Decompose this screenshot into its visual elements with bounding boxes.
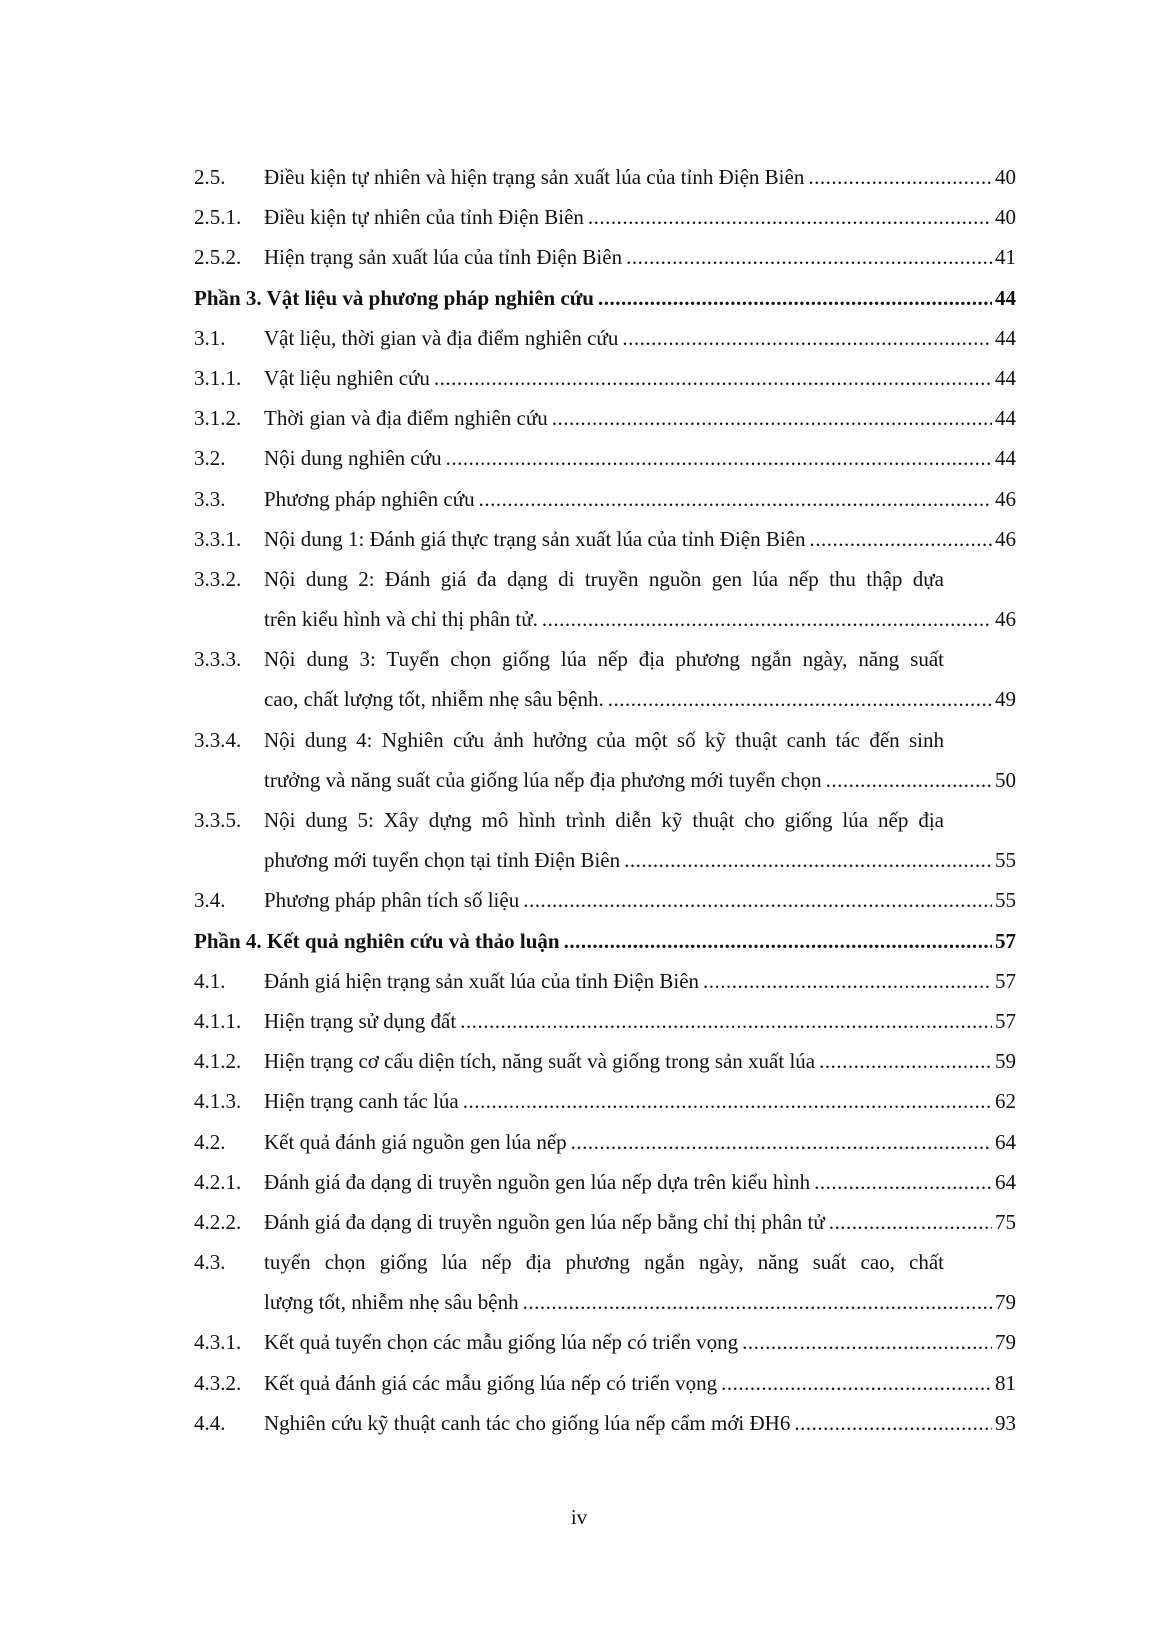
toc-entry-number: 3.3.5. xyxy=(194,808,242,832)
toc-entry[interactable] xyxy=(194,197,1016,237)
dot-leader xyxy=(808,157,992,197)
dot-leader xyxy=(434,358,992,398)
toc-entry[interactable] xyxy=(194,1202,1016,1242)
toc-page-number: 55 xyxy=(995,848,1016,873)
toc-page-number: 41 xyxy=(995,245,1016,270)
toc-entry-title: Thời gian và địa điểm nghiên cứu xyxy=(264,406,548,431)
toc-entry[interactable] xyxy=(194,1081,1016,1121)
toc-page-number: 62 xyxy=(995,1089,1016,1114)
toc-entry-number: 3.3.4. xyxy=(194,727,242,752)
toc-entry-title: Nội dung 3: Tuyển chọn giống lúa nếp địa phương ngắn ngày, năng suất xyxy=(264,647,944,672)
dot-leader xyxy=(523,880,992,920)
toc-page-number: 40 xyxy=(995,165,1016,189)
toc-entry[interactable] xyxy=(194,318,1016,358)
toc-entry[interactable] xyxy=(194,1363,1016,1403)
toc-entry[interactable] xyxy=(194,237,1016,277)
toc-entry-title: Phương pháp nghiên cứu xyxy=(264,486,475,511)
toc-entry[interactable] xyxy=(194,1322,1016,1362)
toc-entry[interactable] xyxy=(194,639,1016,719)
dot-leader xyxy=(829,1202,992,1242)
toc-entry[interactable] xyxy=(194,720,1016,800)
toc-entry[interactable] xyxy=(194,880,1016,920)
toc-entry-title: Kết quả đánh giá các mẫu giống lúa nếp có triển vọng xyxy=(264,1370,718,1395)
toc-entry-title: Vật liệu, thời gian và địa điểm nghiên cứu xyxy=(264,325,619,350)
toc-entry-title: Phần 3. Vật liệu và phương pháp nghiên cứu xyxy=(194,285,594,310)
toc-entry-number: 3.4. xyxy=(194,888,226,913)
toc-entry-title: Nội dung 2: Đánh giá đa dạng di truyền nguồn gen lúa nếp thu thập dựa xyxy=(264,566,944,591)
dot-leader xyxy=(460,1001,992,1041)
toc-page-number: 46 xyxy=(995,607,1016,632)
toc-page-number: 93 xyxy=(995,1410,1016,1435)
dot-leader xyxy=(608,679,992,719)
toc-entry-title: tuyển chọn giống lúa nếp địa phương ngắn ngày, năng suất cao, chất xyxy=(264,1250,944,1275)
toc-entry-number: 3.3. xyxy=(194,486,226,511)
toc-page-number: 44 xyxy=(995,446,1016,471)
toc-entry-title: Đánh giá đa dạng di truyền nguồn gen lúa nếp dựa trên kiểu hình xyxy=(264,1169,811,1194)
toc-entry-number: 4.3. xyxy=(194,1250,226,1275)
toc-entry-title: trưởng và năng suất của giống lúa nếp địa phương mới tuyển chọn xyxy=(264,767,822,792)
toc-entry-title: lượng tốt, nhiễm nhẹ sâu bệnh xyxy=(264,1290,519,1315)
toc-page-number: 46 xyxy=(995,486,1016,511)
toc-entry[interactable] xyxy=(194,1001,1016,1041)
toc-page-number: 49 xyxy=(995,687,1016,712)
toc-page-number: 57 xyxy=(995,968,1016,993)
toc-entry-title: Hiện trạng sử dụng đất xyxy=(264,1008,457,1033)
toc-entry-number: 2.5. xyxy=(194,165,226,189)
dot-leader xyxy=(622,318,992,358)
dot-leader xyxy=(624,840,992,880)
toc-entry-number: 4.4. xyxy=(194,1410,226,1435)
toc-entry-title: Hiện trạng canh tác lúa xyxy=(264,1089,459,1114)
toc-entry-title: Phần 4. Kết quả nghiên cứu và thảo luận xyxy=(194,928,560,953)
toc-entry-title: Phương pháp phân tích số liệu xyxy=(264,888,520,913)
dot-leader xyxy=(523,1282,992,1322)
toc-entry-number: 4.3.2. xyxy=(194,1370,242,1395)
toc-entry-title: Điều kiện tự nhiên và hiện trạng sản xuất lúa của tỉnh Điện Biên xyxy=(264,165,805,189)
toc-entry-title: Hiện trạng cơ cấu diện tích, năng suất và giống trong sản xuất lúa xyxy=(264,1049,816,1074)
dot-leader xyxy=(446,438,992,478)
dot-leader xyxy=(810,519,992,559)
toc-entry-number: 4.2. xyxy=(194,1129,226,1154)
dot-leader xyxy=(479,479,992,519)
dot-leader xyxy=(814,1162,992,1202)
toc-entry[interactable] xyxy=(194,961,1016,1001)
toc-entry[interactable] xyxy=(194,479,1016,519)
dot-leader xyxy=(794,1403,992,1443)
dot-leader xyxy=(598,278,992,318)
toc-entry-title: Nội dung 4: Nghiên cứu ảnh hưởng của một số kỹ thuật canh tác đến sinh xyxy=(264,727,944,752)
toc-page-number: 50 xyxy=(995,767,1016,792)
toc-entry[interactable] xyxy=(194,1162,1016,1202)
toc-entry-number: 4.2.2. xyxy=(194,1209,242,1234)
toc-page-number: 57 xyxy=(995,928,1016,953)
toc-entry-number: 3.1.2. xyxy=(194,406,242,431)
toc-page-number: 44 xyxy=(995,406,1016,431)
dot-leader xyxy=(819,1041,992,1081)
toc-entry-number: 4.1.2. xyxy=(194,1049,242,1074)
toc-entry[interactable] xyxy=(194,1403,1016,1443)
dot-leader xyxy=(463,1081,992,1121)
dot-leader xyxy=(742,1322,992,1362)
toc-entry-number: 4.1.3. xyxy=(194,1089,242,1114)
dot-leader xyxy=(588,197,992,237)
table-of-contents xyxy=(194,157,1016,1443)
toc-entry-title: Nội dung nghiên cứu xyxy=(264,446,442,471)
toc-entry[interactable] xyxy=(194,559,1016,639)
toc-entry[interactable] xyxy=(194,800,1016,880)
toc-page-number: 40 xyxy=(995,205,1016,230)
toc-page-number: 57 xyxy=(995,1008,1016,1033)
toc-entry-number: 3.3.3. xyxy=(194,647,242,672)
toc-entry-title: Đánh giá đa dạng di truyền nguồn gen lúa nếp bằng chỉ thị phân tử xyxy=(264,1209,825,1234)
toc-entry-title: Nội dung 5: Xây dựng mô hình trình diễn kỹ thuật cho giống lúa nếp địa xyxy=(264,808,944,832)
toc-page-number: 64 xyxy=(995,1129,1016,1154)
toc-entry-title: phương mới tuyển chọn tại tỉnh Điện Biên xyxy=(264,848,621,873)
toc-entry[interactable] xyxy=(194,398,1016,438)
toc-entry-number: 4.1.1. xyxy=(194,1008,242,1033)
toc-entry-number: 4.1. xyxy=(194,968,226,993)
toc-entry[interactable] xyxy=(194,1041,1016,1081)
toc-entry-title: trên kiểu hình và chỉ thị phân tử. xyxy=(264,607,538,632)
dot-leader xyxy=(721,1363,992,1403)
toc-entry-title: Nghiên cứu kỹ thuật canh tác cho giống lúa nếp cẩm mới ĐH6 xyxy=(264,1410,791,1435)
toc-entry-number: 2.5.1. xyxy=(194,205,242,230)
toc-page-number: 75 xyxy=(995,1209,1016,1234)
toc-entry-title: Hiện trạng sản xuất lúa của tỉnh Điện Biên xyxy=(264,245,623,270)
toc-page-number: 79 xyxy=(995,1290,1016,1315)
toc-page-number: 44 xyxy=(995,365,1016,390)
toc-entry-title: Điều kiện tự nhiên của tỉnh Điện Biên xyxy=(264,205,584,230)
toc-entry[interactable] xyxy=(194,358,1016,398)
toc-entry-title: Nội dung 1: Đánh giá thực trạng sản xuất lúa của tỉnh Điện Biên xyxy=(264,526,806,551)
toc-entry[interactable] xyxy=(194,157,1016,197)
toc-entry-number: 2.5.2. xyxy=(194,245,242,270)
toc-page-number: 44 xyxy=(995,285,1016,310)
toc-entry-number: 3.1. xyxy=(194,325,226,350)
toc-entry-title: Đánh giá hiện trạng sản xuất lúa của tỉnh Điện Biên xyxy=(264,968,700,993)
toc-entry-number: 4.3.1. xyxy=(194,1330,242,1355)
toc-page-number: 81 xyxy=(995,1370,1016,1395)
page-number: iv xyxy=(570,1505,588,1529)
dot-leader xyxy=(703,961,992,1001)
dot-leader xyxy=(564,921,992,961)
toc-page-number: 64 xyxy=(995,1169,1016,1194)
toc-page-number: 44 xyxy=(995,325,1016,350)
toc-entry[interactable] xyxy=(194,438,1016,478)
toc-page-number: 46 xyxy=(995,526,1016,551)
dot-leader xyxy=(571,1122,992,1162)
toc-entry[interactable] xyxy=(194,519,1016,559)
toc-part-heading[interactable] xyxy=(194,921,1016,961)
toc-entry-title: cao, chất lượng tốt, nhiễm nhẹ sâu bệnh. xyxy=(264,687,604,712)
toc-entry-number: 3.1.1. xyxy=(194,365,242,390)
dot-leader xyxy=(826,760,992,800)
toc-part-heading[interactable] xyxy=(194,278,1016,318)
toc-entry-number: 3.3.1. xyxy=(194,526,242,551)
toc-entry-title: Kết quả đánh giá nguồn gen lúa nếp xyxy=(264,1129,567,1154)
toc-entry[interactable] xyxy=(194,1122,1016,1162)
dot-leader xyxy=(626,237,992,277)
toc-entry-title: Vật liệu nghiên cứu xyxy=(264,365,430,390)
toc-page-number: 79 xyxy=(995,1330,1016,1355)
toc-entry-number: 3.2. xyxy=(194,446,226,471)
toc-entry-number: 3.3.2. xyxy=(194,566,242,591)
dot-leader xyxy=(552,398,992,438)
toc-entry-title: Kết quả tuyển chọn các mẫu giống lúa nếp có triển vọng xyxy=(264,1330,739,1355)
dot-leader xyxy=(542,599,992,639)
toc-page-number: 59 xyxy=(995,1049,1016,1074)
toc-entry-number: 4.2.1. xyxy=(194,1169,242,1194)
toc-entry[interactable] xyxy=(194,1242,1016,1322)
toc-page-number: 55 xyxy=(995,888,1016,913)
